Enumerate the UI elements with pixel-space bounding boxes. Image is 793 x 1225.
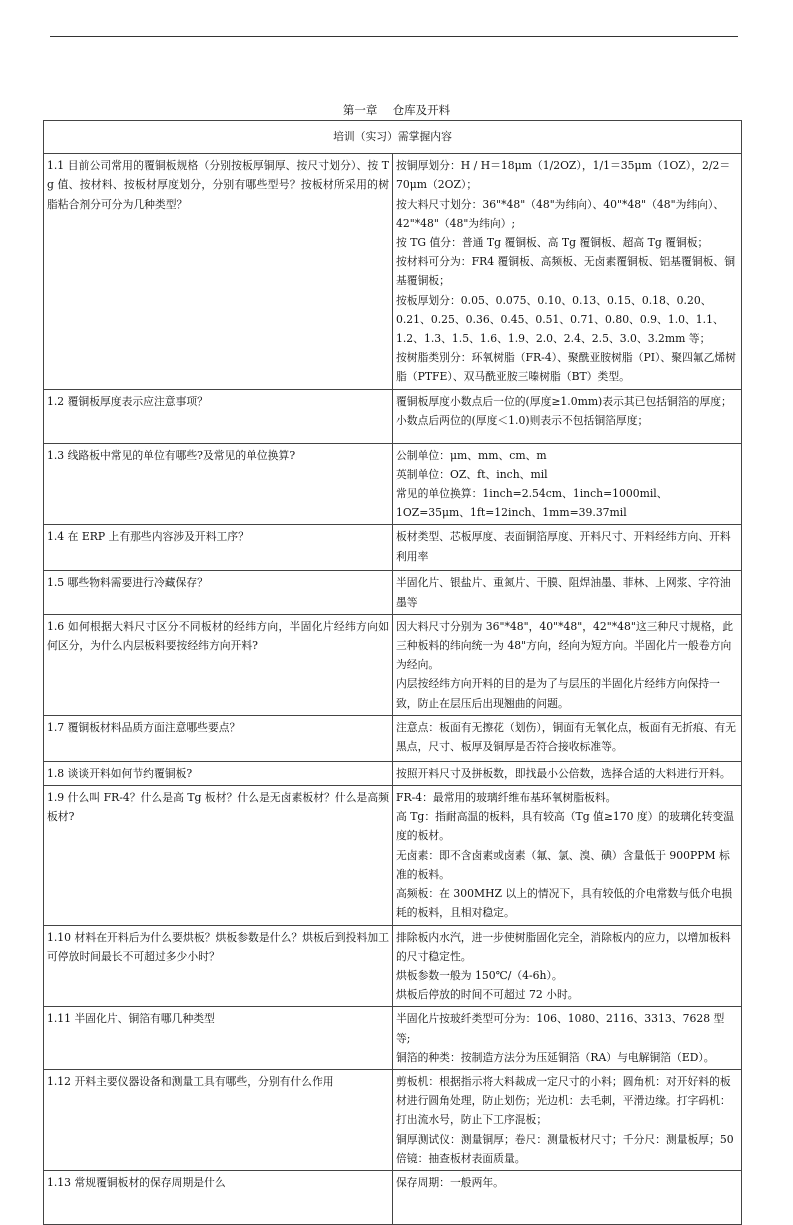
answer-line: 半固化片按玻纤类型可分为：106、1080、2116、3313、7628 型等; [396, 1012, 725, 1045]
table-row [44, 925, 742, 1007]
question-cell: 1.5 哪些物料需要进行冷藏保存？ [44, 571, 393, 614]
answer-cell [393, 525, 742, 571]
answer-line: 因大料尺寸分别为 36"*48"，40"*48"，42"*48"这三种尺寸规格，此三种板料的纬向统一为 48"方向，经向为短方向。半固化片一般卷方向为经向。 [396, 619, 733, 672]
table-row [44, 1007, 742, 1070]
table-row [44, 1069, 742, 1170]
question-cell: 1.8 谈谈开料如何节约覆铜板? [44, 761, 393, 785]
table-header: 培训（实习）需掌握内容 [44, 121, 742, 154]
question-cell: 1.6 如何根据大料尺寸区分不同板材的经纬方向，半固化片经纬方向如何区分，为什么内层板料要按经纬方向开料? [44, 614, 393, 715]
answer-line: 按板厚划分：0.05、0.075、0.10、0.13、0.15、0.18、0.20、0.21、0.25、0.36、0.45、0.51、0.71、0.80、0.9、1.0、1.1、1.2、1.3、1.5、1.6、1.9、2.0、2.4、2.5、3.0、3.2mm 等； [396, 293, 724, 346]
question-cell: 1.7 覆铜板材料品质方面注意哪些要点？ [44, 715, 393, 761]
answer-line: 高频板：在 300MHZ 以上的情况下，具有较低的介电常数与低介电损耗的板料，且相对稳定。 [396, 887, 733, 920]
answer-cell [393, 154, 742, 389]
answer-line: 无卤素：即不含卤素或卤素（氟、氯、溴、碘）含量低于 900PPM 标准的板料。 [396, 848, 730, 881]
table-row [44, 154, 742, 389]
answer-cell [393, 614, 742, 715]
answer-line: 按照开料尺寸及拼板数，即找最小公倍数，选择合适的大料进行开料。 [396, 766, 731, 780]
answer-line: 板材类型、芯板厚度、表面铜箔厚度、开料尺寸、开料经纬方向、开料利用率 [396, 530, 731, 563]
answer-line: 排除板内水汽，进一步使树脂固化完全，消除板内的应力，以增加板料的尺寸稳定性。 [396, 930, 731, 963]
answer-line: 按树脂类別分：环氧树脂（FR-4）、聚酰亚胺树脂（PI）、聚四氟乙烯树脂（PTFE）、双马酰亚胺三嗪树脂（BT）类型。 [396, 351, 736, 384]
answer-line: 按大料尺寸划分：36"*48"（48"为纬向）、40"*48"（48"为纬向）、42"*48"（48"为纬向）; [396, 197, 725, 230]
table-row [44, 389, 742, 443]
question-cell: 1.13 常规覆铜板材的保存周期是什么 [44, 1170, 393, 1224]
answer-line: 烘板后停放的时间不可超过 72 小时。 [396, 988, 579, 1002]
answer-cell [393, 389, 742, 443]
table-row [44, 715, 742, 761]
answer-line: 高 Tg：指耐高温的板料，具有较高（Tg 值≥170 度）的玻璃化转变温度的板材。 [396, 810, 735, 843]
answer-line: 半固化片、银盐片、重氮片、干膜、阻焊油墨、菲林、上网浆、字符油墨等 [396, 576, 731, 609]
question-cell: 1.3 线路板中常见的单位有哪些?及常见的单位换算? [44, 443, 393, 525]
question-cell: 1.9 什么叫 FR-4？什么是高 Tg 板材？什么是无卤素板材？什么是高频板材? [44, 786, 393, 925]
answer-line: 内层按经纬方向开料的目的是为了与层压的半固化片经纬方向保持一致，防止在层压后出现翘曲的问题。 [396, 677, 720, 710]
answer-line: FR-4：最常用的玻璃纤维布基环氧树脂板料。 [396, 791, 617, 805]
question-cell: 1.11 半固化片、铜箔有哪几种类型 [44, 1007, 393, 1070]
question-cell: 1.10 材料在开料后为什么要烘板？烘板参数是什么？烘板后到投料加工可停放时间最长不可超过多少小时？ [44, 925, 393, 1007]
top-rule [50, 36, 738, 37]
question-cell: 1.2 覆铜板厚度表示应注意事项？ [44, 389, 393, 443]
answer-cell [393, 761, 742, 785]
table-row [44, 443, 742, 525]
answer-line: 铜箔的种类：按制造方法分为压延铜箔（RA）与电解铜箔（ED）。 [396, 1050, 715, 1064]
answer-line: 烘板参数一般为 150℃/（4-6h）。 [396, 968, 563, 982]
answer-line: 剪板机：根据指示将大料裁成一定尺寸的小料；圆角机：对开好料的板材进行圆角处理，防止划伤；光边机：去毛刺，平滑边缘。打字码机：打出流水号，防止下工序混板； [396, 1074, 731, 1127]
table-row [44, 571, 742, 614]
answer-line: 按铜厚划分：H / H＝18μm（1/2OZ），1/1＝35μm（1OZ），2/2＝70μm（2OZ）； [396, 159, 731, 192]
answer-cell [393, 715, 742, 761]
table-row [44, 525, 742, 571]
answer-cell [393, 571, 742, 614]
table-row [44, 761, 742, 785]
answer-line: 铜厚测试仪：测量铜厚；卷尺：测量板材尺寸；千分尺：测量板厚；50 倍镜：抽查板材表面质量。 [396, 1132, 734, 1165]
answer-line: 按 TG 值分：普通 Tg 覆铜板、高 Tg 覆铜板、超高 Tg 覆铜板； [396, 236, 709, 250]
question-cell: 1.1 目前公司常用的覆铜板规格（分别按板厚铜厚、按尺寸划分）、按 Tg 值、按材料、按板材厚度划分，分别有哪些型号？按板材所采用的树脂粘合剂分可分为几种类型？ [44, 154, 393, 389]
chapter-title: 第一章 仓库及开料 [342, 103, 451, 117]
answer-cell [393, 1069, 742, 1170]
answer-cell [393, 925, 742, 1007]
answer-line: 保存周期：一般两年。 [396, 1175, 504, 1189]
table-row [44, 1170, 742, 1224]
answer-line: 按材料可分为：FR4 覆铜板、高频板、无卤素覆铜板、铝基覆铜板、铜基覆铜板； [396, 255, 736, 288]
answer-line: 注意点：板面有无擦花（划伤），铜面有无氧化点，板面有无折痕、有无黑点，尺寸、板厚及铜厚是否符合接收标准等。 [396, 720, 737, 754]
answer-line: 覆铜板厚度小数点后一位的(厚度≥1.0mm)表示其已包括铜箔的厚度； [396, 394, 732, 408]
answer-line: 公制单位：μm、mm、cm、m [396, 448, 547, 462]
training-table [43, 120, 742, 1225]
answer-line: 常见的单位换算：1inch=2.54cm、1inch=1000mil、1OZ=35μm、1ft=12inch、1mm=39.37mil [396, 487, 668, 520]
question-cell: 1.12 开料主要仪器设备和测量工具有哪些，分别有什么作用 [44, 1069, 393, 1170]
answer-cell [393, 1007, 742, 1070]
table-row [44, 786, 742, 925]
answer-line: 英制单位：OZ、ft、inch、mil [396, 467, 548, 481]
answer-cell [393, 443, 742, 525]
table-row [44, 614, 742, 715]
answer-cell [393, 786, 742, 925]
answer-line: 小数点后两位的(厚度＜1.0)则表示不包括铜箔厚度； [396, 413, 649, 427]
answer-cell [393, 1170, 742, 1224]
question-cell: 1.4 在 ERP 上有那些内容涉及开料工序？ [44, 525, 393, 571]
table-header-row [44, 121, 742, 154]
